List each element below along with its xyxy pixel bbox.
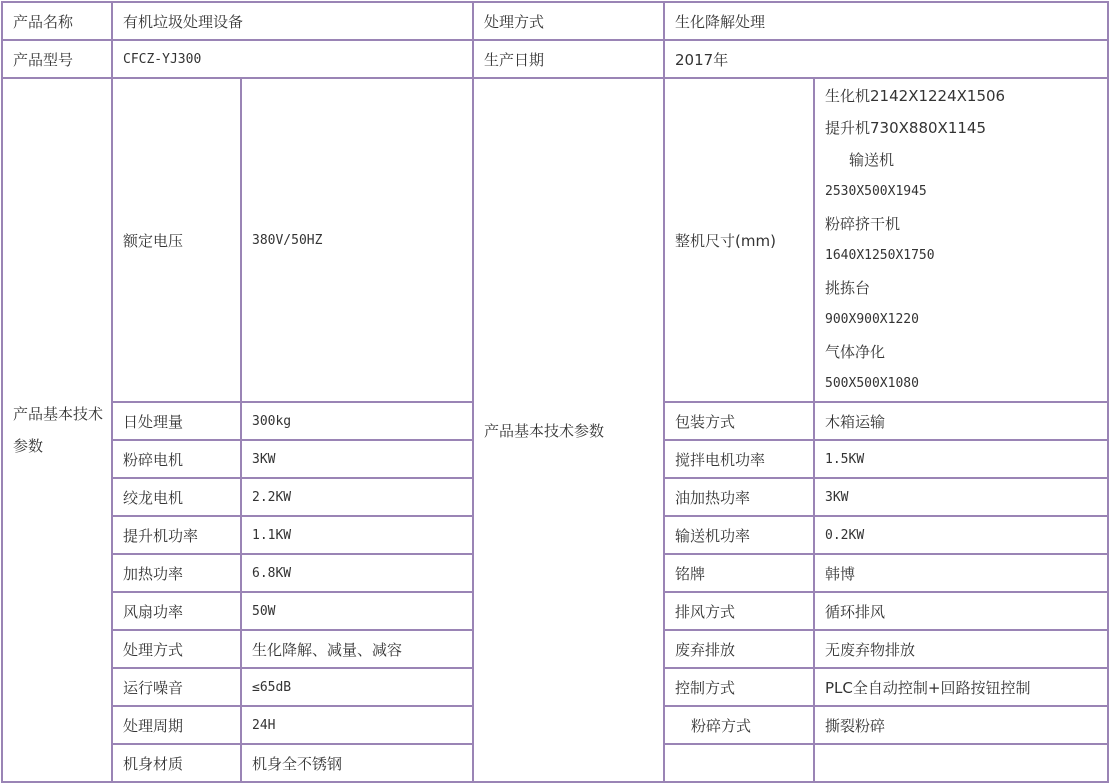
param-value: 3KW — [814, 478, 1108, 516]
dimension-line: 气体净化 — [825, 343, 886, 361]
param-label: 额定电压 — [112, 78, 241, 402]
param-label: 输送机功率 — [664, 516, 814, 554]
param-value: 生化降解、减量、减容 — [241, 630, 473, 668]
section-label-middle: 产品基本技术参数 — [473, 78, 664, 782]
param-value: 50W — [241, 592, 473, 630]
param-label: 处理方式 — [112, 630, 241, 668]
param-value: 2.2KW — [241, 478, 473, 516]
param-label: 废弃排放 — [664, 630, 814, 668]
param-value: 380V/50HZ — [241, 78, 473, 402]
production-date-label: 生产日期 — [473, 40, 664, 78]
table-row — [2, 40, 1108, 78]
param-value: 3KW — [241, 440, 473, 478]
param-label: 包装方式 — [664, 402, 814, 440]
param-value: 0.2KW — [814, 516, 1108, 554]
process-method-label: 处理方式 — [473, 2, 664, 40]
dimension-line: 挑拣台 — [825, 279, 871, 297]
param-value-empty — [814, 744, 1108, 782]
dimension-line: 900X900X1220 — [825, 312, 919, 327]
param-value: 机身全不锈钢 — [241, 744, 473, 782]
dimensions-label: 整机尺寸(mm) — [664, 78, 814, 402]
param-label: 搅拌电机功率 — [664, 440, 814, 478]
param-label: 加热功率 — [112, 554, 241, 592]
param-label: 铭牌 — [664, 554, 814, 592]
param-value: 撕裂粉碎 — [814, 706, 1108, 744]
dimension-line: 1640X1250X1750 — [825, 248, 935, 263]
param-value: 韩博 — [814, 554, 1108, 592]
param-value: 6.8KW — [241, 554, 473, 592]
param-label: 绞龙电机 — [112, 478, 241, 516]
dimension-line: 提升机730X880X1145 — [825, 119, 987, 137]
param-label: 风扇功率 — [112, 592, 241, 630]
dimensions-value — [814, 78, 1108, 402]
param-label: 粉碎方式 — [664, 706, 814, 744]
dimension-line: 生化机2142X1224X1506 — [825, 87, 1006, 105]
param-label: 油加热功率 — [664, 478, 814, 516]
param-value: 24H — [241, 706, 473, 744]
param-label: 排风方式 — [664, 592, 814, 630]
param-value: 木箱运输 — [814, 402, 1108, 440]
param-value: 1.1KW — [241, 516, 473, 554]
section-label-left: 产品基本技术参数 — [2, 78, 112, 782]
product-model-label: 产品型号 — [2, 40, 112, 78]
table-row — [2, 2, 1108, 40]
product-model-value: CFCZ-YJ300 — [112, 40, 473, 78]
param-label: 控制方式 — [664, 668, 814, 706]
spec-table — [1, 1, 1109, 783]
dimension-line: 粉碎挤干机 — [825, 215, 901, 233]
param-value: 1.5KW — [814, 440, 1108, 478]
param-label: 粉碎电机 — [112, 440, 241, 478]
param-label: 机身材质 — [112, 744, 241, 782]
param-value: 循环排风 — [814, 592, 1108, 630]
param-label-empty — [664, 744, 814, 782]
param-value: 无废弃物排放 — [814, 630, 1108, 668]
param-value: PLC全自动控制+回路按钮控制 — [814, 668, 1108, 706]
param-label: 提升机功率 — [112, 516, 241, 554]
dimension-line: 500X500X1080 — [825, 376, 919, 391]
table-row — [2, 78, 1108, 402]
process-method-value: 生化降解处理 — [664, 2, 1108, 40]
product-name-value: 有机垃圾处理设备 — [112, 2, 473, 40]
param-label: 日处理量 — [112, 402, 241, 440]
dimension-line: 2530X500X1945 — [825, 184, 927, 199]
dimension-line: 输送机 — [849, 151, 895, 169]
param-label: 运行噪音 — [112, 668, 241, 706]
production-date-value: 2017年 — [664, 40, 1108, 78]
param-label: 处理周期 — [112, 706, 241, 744]
param-value: 300kg — [241, 402, 473, 440]
product-name-label: 产品名称 — [2, 2, 112, 40]
param-value: ≤65dB — [241, 668, 473, 706]
